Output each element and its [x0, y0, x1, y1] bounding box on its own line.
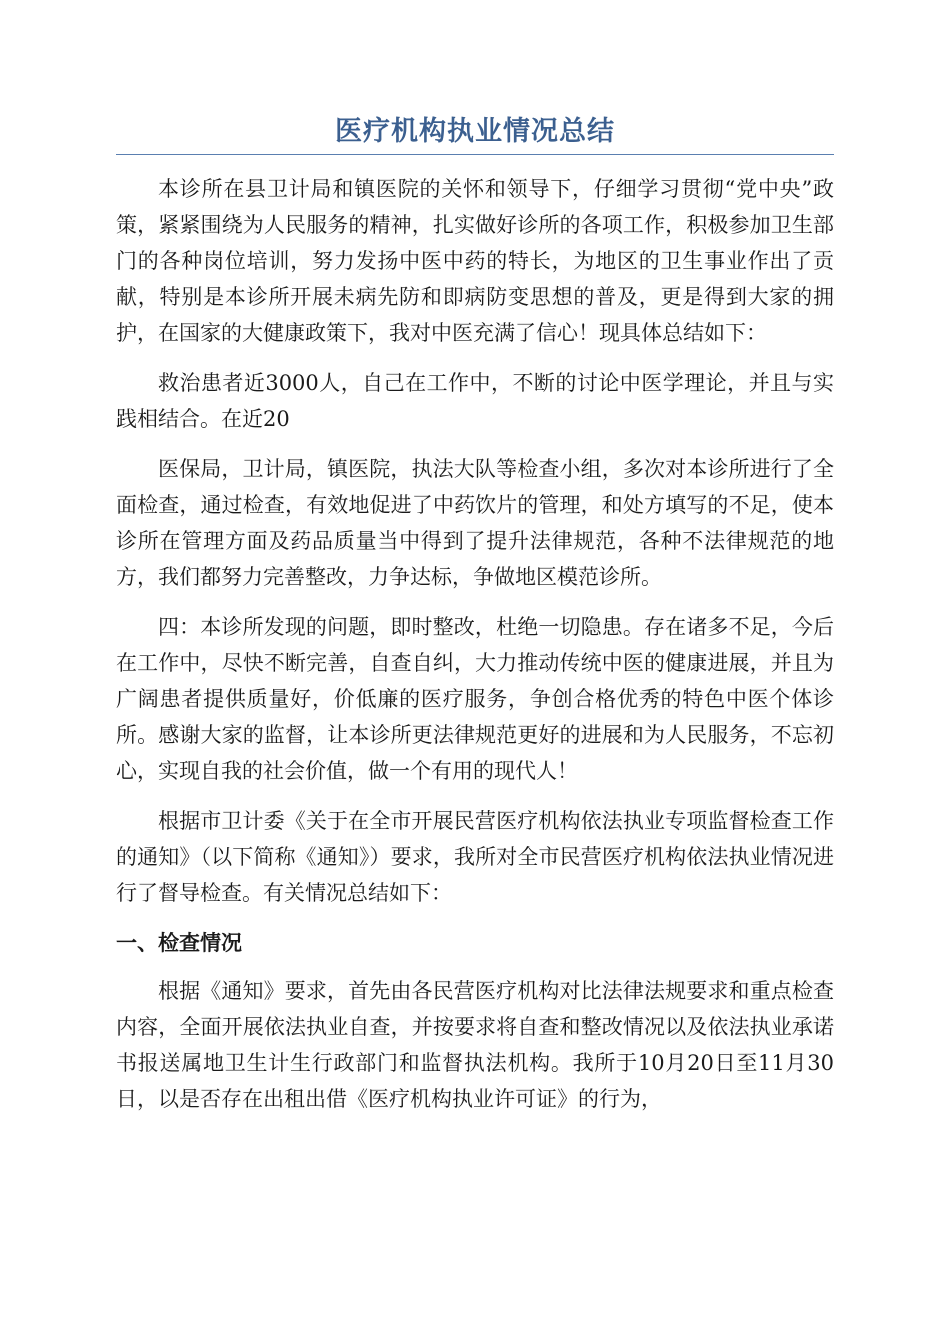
paragraph-inspection-detail: 根据《通知》要求，首先由各民营医疗机构对比法律法规要求和重点检查内容，全面开展依法执业自查，并按要求将自查和整改情况以及依法执业承诺书报送属地卫生计生行政部门和监督执法机构。我所于10月20日至11月30日，以是否存在出租出借《医疗机构执业许可证》的行为，: [116, 979, 834, 1111]
paragraph-patients: 救治患者近3000人，自己在工作中，不断的讨论中医学理论，并且与实践相结合。在近20: [116, 371, 834, 431]
section-heading-inspection: 一、检查情况: [116, 930, 242, 955]
paragraph-issues: 四：本诊所发现的问题，即时整改，杜绝一切隐患。存在诸多不足，今后在工作中，尽快不断完善，自查自纠，大力推动传统中医的健康进展，并且为广阔患者提供质量好，价低廉的医疗服务，争创合格优秀的特色中医个体诊所。感谢大家的监督，让本诊所更法律规范更好的进展和为人民服务，不忘初心，实现自我的社会价值，做一个有用的现代人！: [116, 615, 834, 783]
title-underline: [116, 154, 834, 155]
paragraph-inspections: 医保局，卫计局，镇医院，执法大队等检查小组，多次对本诊所进行了全面检查，通过检查，有效地促进了中药饮片的管理，和处方填写的不足，使本诊所在管理方面及药品质量当中得到了提升法律规范，各种不法律规范的地方，我们都努力完善整改，力争达标，争做地区模范诊所。: [116, 457, 834, 589]
paragraph-notice: 根据市卫计委《关于在全市开展民营医疗机构依法执业专项监督检查工作的通知》（以下简称《通知》）要求，我所对全市民营医疗机构依法执业情况进行了督导检查。有关情况总结如下：: [116, 809, 834, 905]
paragraph-intro: 本诊所在县卫计局和镇医院的关怀和领导下，仔细学习贯彻“党中央”政策，紧紧围绕为人民服务的精神，扎实做好诊所的各项工作，积极参加卫生部门的各种岗位培训，努力发扬中医中药的特长，为地区的卫生事业作出了贡献，特别是本诊所开展未病先防和即病防变思想的普及，更是得到大家的拥护，在国家的大健康政策下，我对中医充满了信心！现具体总结如下：: [116, 177, 834, 345]
document-page: [116, 112, 834, 1131]
document-title: 医疗机构执业情况总结: [335, 116, 615, 147]
